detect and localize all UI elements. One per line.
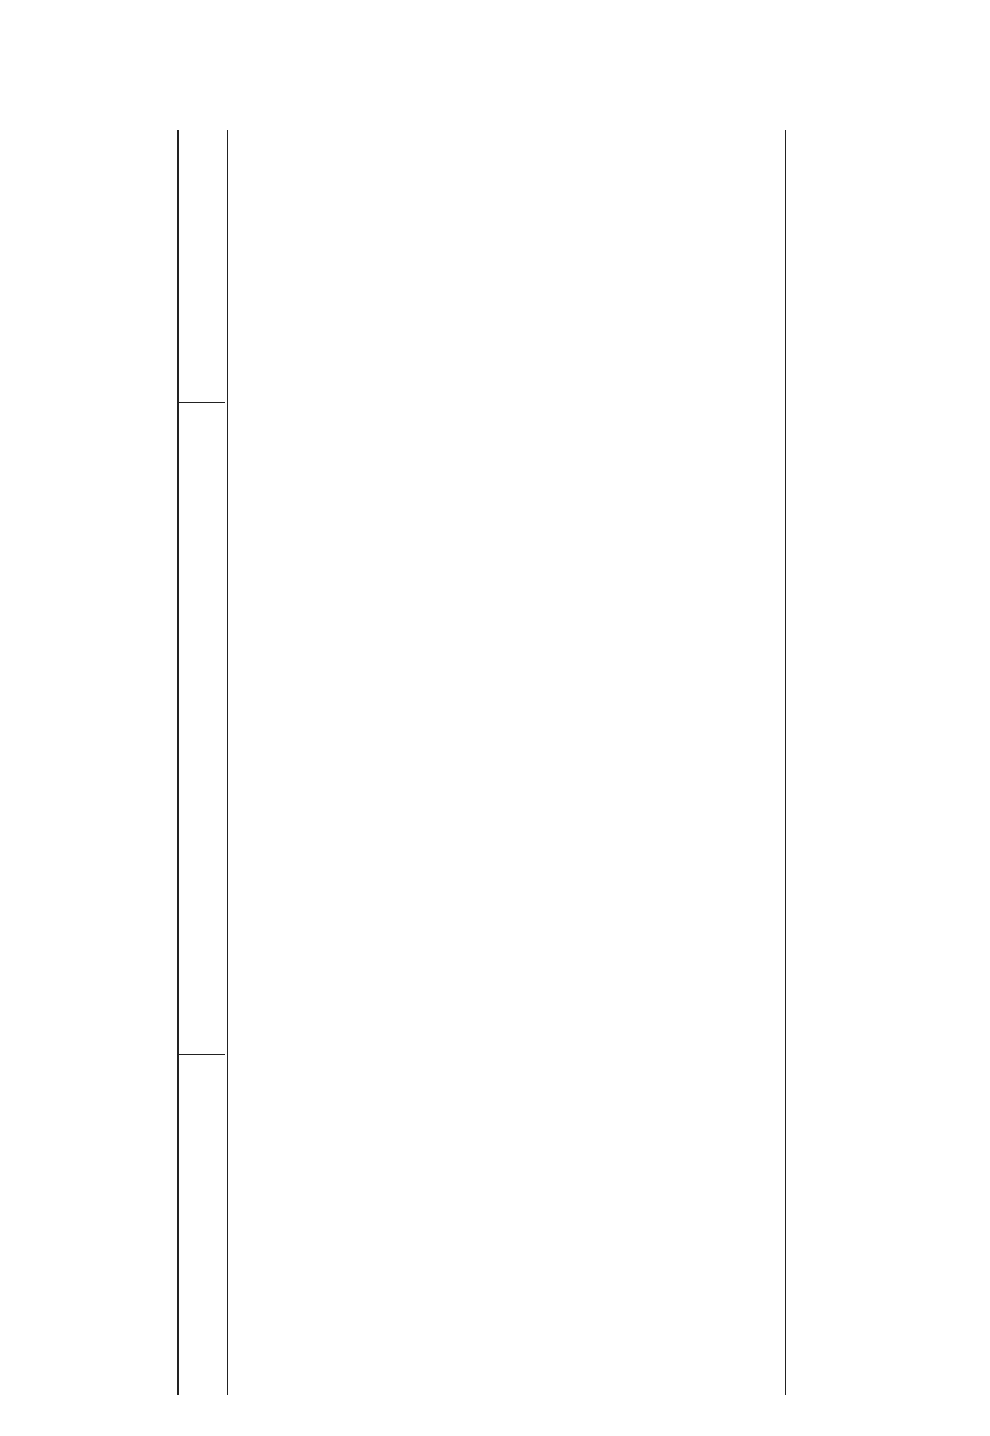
- column-divider-right: [177, 402, 225, 403]
- top-rule: [177, 130, 179, 1395]
- column-divider-left: [177, 1054, 225, 1055]
- bottom-rule: [785, 130, 786, 1395]
- table-title-thai: [85, 130, 107, 1395]
- header-rule: [227, 130, 228, 1395]
- statistics-table-sheet: [85, 130, 905, 1395]
- table-title-block: [85, 130, 107, 1395]
